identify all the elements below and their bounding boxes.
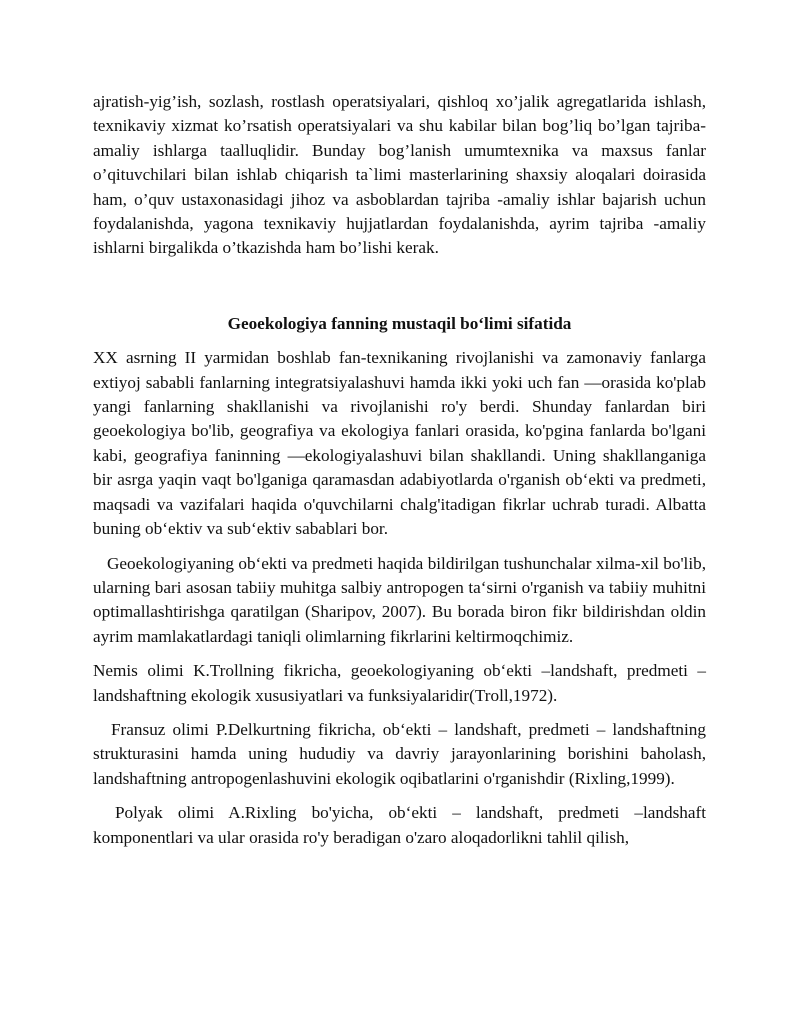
section-heading: Geoekologiya fanning mustaqil bo‘limi sifatida [227, 313, 572, 333]
body-paragraph: Fransuz olimi P.Delkurtning fikricha, ob‘ekti – landshaft, predmeti – landshaftning strukturasini hamda uning hududiy va davriy jarayonlarining borishini baholash, landshaftning antropogenlashuvini ekologik oqibatlarini o'rganishdir (Rixling,1999). [93, 719, 706, 788]
body-paragraph: ajratish-yig’ish, sozlash, rostlash operatsiyalari, qishloq xo’jalik agregatlarida ishlash, texnikaviy xizmat ko’rsatish operatsiyalari va shu kabilar bilan bog’liq bo’lgan tajriba-amaliy ishlarga taalluqlidir. Bunday bog’lanish umumtexnika va maxsus fanlar o’qituvchilari bilan ishlab chiqarish ta`limi masterlarining shaxsiy aloqalari doirasida ham, o’quv ustaxonasidagi jihoz va asboblardan tajriba -amaliy ishlar bajarish uchun foydalanishda, yagona texnikaviy hujjatlardan foydalanishda, ayrim tajriba -amaliy ishlarni birgalikda o’tkazishda ham bo’lishi kerak. [93, 92, 706, 258]
body-paragraph: Polyak olimi A.Rixling bo'yicha, ob‘ekti – landshaft, predmeti –landshaft komponentlari va ular orasida ro'y beradigan o'zaro aloqadorlikni tahlil qilish, [93, 803, 706, 847]
body-paragraph: Nemis olimi K.Trollning fikricha, geoekologiyaning ob‘ekti –landshaft, predmeti – landshaftning ekologik xususiyatlari va funksiyalaridir(Troll,1972). [93, 661, 706, 705]
body-paragraph: XX asrning II yarmidan boshlab fan-texnikaning rivojlanishi va zamonaviy fanlarga extiyoj sababli fanlarning integratsiyalashuvi hamda ikki yoki uch fan ―orasida ko'plab yangi fanlarning shakllanishi va rivojlanishi ro'y berdi. Shunday fanlardan biri geoekologiya bo'lib, geografiya va ekologiya fanlari orasida, ko'pgina fanlarda bo'lgani kabi, geografiya faninning ―ekologiyalashuvi bilan shakllandi. Uning shakllanganiga bir asrga yaqin vaqt bo'lganiga qaramasdan adabiyotlarda o'rganish ob‘ekti va predmeti, maqsadi va vazifalari haqida o'quvchilarni chalg'itadigan fikrlar uchrab turadi. Albatta buning ob‘ektiv va sub‘ektiv sabablari bor. [93, 348, 706, 539]
document-page [93, 90, 706, 850]
body-paragraph: Geoekologiyaning ob‘ekti va predmeti haqida bildirilgan tushunchalar xilma-xil bo'lib, ularning bari asosan tabiiy muhitga salbiy antropogen ta‘sirni o'rganish va tabiiy muhitni optimallashtirishga qaratilgan (Sharipov, 2007). Bu borada biron fikr bildirishdan oldin ayrim mamlakatlardagi taniqli olimlarning fikrlarini keltirmoqchimiz. [93, 553, 706, 646]
